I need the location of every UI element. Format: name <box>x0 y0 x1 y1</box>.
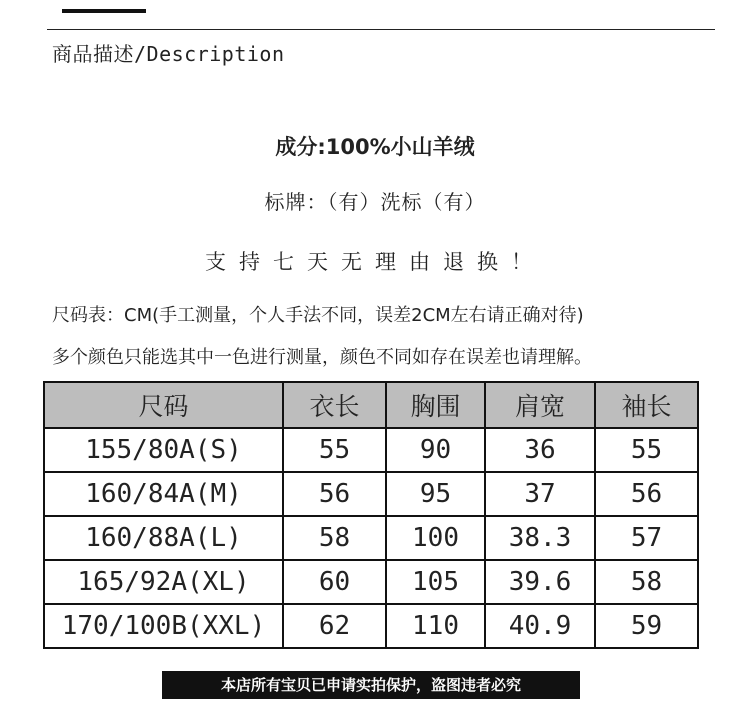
cell-size: 160/84A(M) <box>44 472 283 516</box>
table-header-row <box>44 382 698 428</box>
table-row <box>44 516 698 560</box>
color-measurement-note: 多个颜色只能选其中一色进行测量，颜色不同如存在误差也请理解。 <box>52 347 592 368</box>
cell-sleeve: 59 <box>595 604 698 648</box>
size-chart-note: 尺码表：CM(手工测量，个人手法不同，误差2CM左右请正确对待) <box>52 305 584 326</box>
table-row <box>44 428 698 472</box>
header-divider <box>47 29 715 30</box>
cell-sleeve: 57 <box>595 516 698 560</box>
table-row <box>44 604 698 648</box>
cell-chest: 105 <box>386 560 485 604</box>
cell-size: 155/80A(S) <box>44 428 283 472</box>
cell-shoulder: 40.9 <box>485 604 595 648</box>
header-size: 尺码 <box>44 382 283 428</box>
cell-size: 160/88A(L) <box>44 516 283 560</box>
copyright-banner: 本店所有宝贝已申请实拍保护，盗图违者必究 <box>162 671 580 699</box>
cell-chest: 90 <box>386 428 485 472</box>
cell-length: 58 <box>283 516 386 560</box>
cell-sleeve: 56 <box>595 472 698 516</box>
size-table <box>43 381 699 649</box>
cell-shoulder: 36 <box>485 428 595 472</box>
cell-shoulder: 38.3 <box>485 516 595 560</box>
cell-chest: 100 <box>386 516 485 560</box>
cell-chest: 110 <box>386 604 485 648</box>
top-accent-bar <box>62 9 146 13</box>
table-row <box>44 560 698 604</box>
cell-sleeve: 58 <box>595 560 698 604</box>
header-shoulder: 肩宽 <box>485 382 595 428</box>
cell-size: 165/92A(XL) <box>44 560 283 604</box>
header-length: 衣长 <box>283 382 386 428</box>
cell-length: 60 <box>283 560 386 604</box>
tags-line: 标牌：（有）洗标（有） <box>264 190 486 214</box>
cell-length: 55 <box>283 428 386 472</box>
composition-line: 成分:100%小山羊绒 <box>275 135 475 159</box>
returns-policy-line: 支持七天无理由退换！ <box>205 250 545 274</box>
cell-shoulder: 37 <box>485 472 595 516</box>
cell-length: 62 <box>283 604 386 648</box>
cell-shoulder: 39.6 <box>485 560 595 604</box>
cell-chest: 95 <box>386 472 485 516</box>
table-row <box>44 472 698 516</box>
cell-length: 56 <box>283 472 386 516</box>
header-chest: 胸围 <box>386 382 485 428</box>
cell-size: 170/100B(XXL) <box>44 604 283 648</box>
header-sleeve: 袖长 <box>595 382 698 428</box>
section-title: 商品描述/Description <box>52 42 285 66</box>
cell-sleeve: 55 <box>595 428 698 472</box>
